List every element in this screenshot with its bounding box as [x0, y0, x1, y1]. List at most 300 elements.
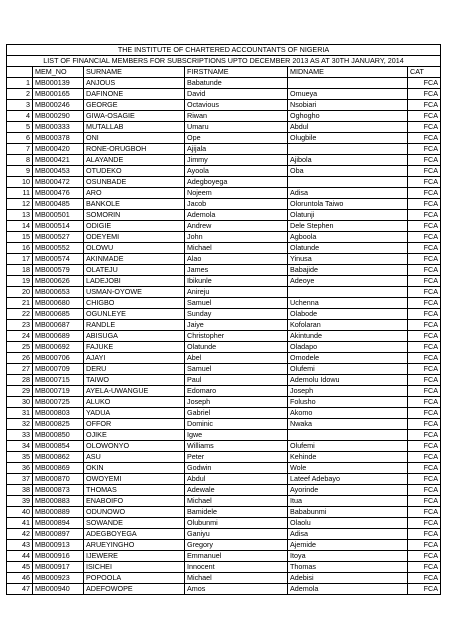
surname-cell: ADEGBOYEGA: [84, 529, 185, 540]
table-row: [7, 243, 441, 254]
surname-cell: OSUNBADE: [84, 177, 185, 188]
surname-cell: TAIWO: [84, 375, 185, 386]
table-row: [7, 166, 441, 177]
member-number-cell: MB000420: [33, 144, 84, 155]
surname-cell: AJAYI: [84, 353, 185, 364]
row-number-cell: 41: [7, 518, 33, 529]
firstname-cell: Andrew: [185, 221, 288, 232]
midname-cell: [288, 430, 408, 441]
category-cell: FCA: [408, 386, 441, 397]
row-number-cell: 8: [7, 155, 33, 166]
member-number-cell: MB000725: [33, 397, 84, 408]
surname-cell: FAJUKE: [84, 342, 185, 353]
member-number-cell: MB000850: [33, 430, 84, 441]
surname-cell: ODEYEMI: [84, 232, 185, 243]
table-row: [7, 342, 441, 353]
midname-cell: Ajemide: [288, 540, 408, 551]
firstname-cell: Samuel: [185, 364, 288, 375]
table-row: [7, 320, 441, 331]
surname-cell: ABISUGA: [84, 331, 185, 342]
firstname-cell: Anireju: [185, 287, 288, 298]
firstname-cell: Jimmy: [185, 155, 288, 166]
surname-cell: ANJOUS: [84, 78, 185, 89]
member-number-cell: MB000453: [33, 166, 84, 177]
row-number-cell: 1: [7, 78, 33, 89]
category-cell: FCA: [408, 232, 441, 243]
category-cell: FCA: [408, 419, 441, 430]
firstname-cell: Joseph: [185, 397, 288, 408]
table-row: [7, 386, 441, 397]
firstname-cell: Sunday: [185, 309, 288, 320]
firstname-cell: Gregory: [185, 540, 288, 551]
firstname-cell: Jaiye: [185, 320, 288, 331]
member-number-cell: MB000940: [33, 584, 84, 595]
table-row: [7, 188, 441, 199]
midname-cell: Olabode: [288, 309, 408, 320]
row-number-cell: 6: [7, 133, 33, 144]
firstname-cell: Williams: [185, 441, 288, 452]
member-number-cell: MB000680: [33, 298, 84, 309]
table-row: [7, 265, 441, 276]
midname-cell: [288, 287, 408, 298]
table-row: [7, 331, 441, 342]
surname-cell: DAFINONE: [84, 89, 185, 100]
midname-cell: Oloruntola Taiwo: [288, 199, 408, 210]
firstname-cell: Bamidele: [185, 507, 288, 518]
member-number-cell: MB000685: [33, 309, 84, 320]
surname-cell: SOMORIN: [84, 210, 185, 221]
firstname-cell: Olatunde: [185, 342, 288, 353]
member-number-cell: MB000897: [33, 529, 84, 540]
midname-cell: Olugbile: [288, 133, 408, 144]
row-number-cell: 7: [7, 144, 33, 155]
surname-cell: ARUEYINGHO: [84, 540, 185, 551]
row-number-cell: 43: [7, 540, 33, 551]
row-number-cell: 16: [7, 243, 33, 254]
row-number-cell: 10: [7, 177, 33, 188]
member-number-cell: MB000689: [33, 331, 84, 342]
row-number-cell: 26: [7, 353, 33, 364]
member-number-cell: MB000709: [33, 364, 84, 375]
table-row: [7, 474, 441, 485]
table-row: [7, 199, 441, 210]
midname-cell: Folusho: [288, 397, 408, 408]
member-number-cell: MB000870: [33, 474, 84, 485]
midname-cell: Olufemi: [288, 441, 408, 452]
category-cell: FCA: [408, 507, 441, 518]
member-number-cell: MB000246: [33, 100, 84, 111]
surname-cell: ODIGIE: [84, 221, 185, 232]
surname-cell: ALAYANDE: [84, 155, 185, 166]
midname-cell: Olaolu: [288, 518, 408, 529]
member-number-cell: MB000803: [33, 408, 84, 419]
firstname-cell: Ibikunle: [185, 276, 288, 287]
category-cell: FCA: [408, 463, 441, 474]
surname-cell: RONE-ORUGBOH: [84, 144, 185, 155]
category-cell: FCA: [408, 100, 441, 111]
firstname-cell: Abel: [185, 353, 288, 364]
row-number-cell: 11: [7, 188, 33, 199]
category-cell: FCA: [408, 155, 441, 166]
midname-cell: Nwaka: [288, 419, 408, 430]
midname-cell: Oghogho: [288, 111, 408, 122]
column-header-mem-no: MEM_NO: [33, 67, 84, 78]
category-cell: FCA: [408, 265, 441, 276]
midname-cell: Abdul: [288, 122, 408, 133]
row-number-cell: 21: [7, 298, 33, 309]
table-row: [7, 133, 441, 144]
member-number-cell: MB000574: [33, 254, 84, 265]
row-number-cell: 25: [7, 342, 33, 353]
table-row: [7, 573, 441, 584]
member-number-cell: MB000476: [33, 188, 84, 199]
table-row: [7, 419, 441, 430]
category-cell: FCA: [408, 353, 441, 364]
member-number-cell: MB000501: [33, 210, 84, 221]
member-number-cell: MB000552: [33, 243, 84, 254]
table-row: [7, 287, 441, 298]
midname-cell: Olatunji: [288, 210, 408, 221]
row-number-cell: 14: [7, 221, 33, 232]
surname-cell: ALUKO: [84, 397, 185, 408]
table-row: [7, 276, 441, 287]
row-number-cell: 2: [7, 89, 33, 100]
surname-cell: BANKOLE: [84, 199, 185, 210]
column-header-surname: SURNAME: [84, 67, 185, 78]
members-table: [6, 44, 441, 595]
category-cell: FCA: [408, 210, 441, 221]
table-row: [7, 78, 441, 89]
firstname-cell: Godwin: [185, 463, 288, 474]
member-number-cell: MB000916: [33, 551, 84, 562]
firstname-cell: Umaru: [185, 122, 288, 133]
firstname-cell: Michael: [185, 573, 288, 584]
firstname-cell: Christopher: [185, 331, 288, 342]
midname-cell: Ademolu Idowu: [288, 375, 408, 386]
member-number-cell: MB000917: [33, 562, 84, 573]
member-number-cell: MB000719: [33, 386, 84, 397]
midname-cell: Ayorinde: [288, 485, 408, 496]
member-number-cell: MB000923: [33, 573, 84, 584]
midname-cell: Wole: [288, 463, 408, 474]
midname-cell: Joseph: [288, 386, 408, 397]
table-row: [7, 353, 441, 364]
members-table-body: [7, 45, 441, 595]
table-row: [7, 254, 441, 265]
member-number-cell: MB000894: [33, 518, 84, 529]
row-number-cell: 28: [7, 375, 33, 386]
category-cell: FCA: [408, 518, 441, 529]
category-cell: FCA: [408, 298, 441, 309]
surname-cell: OWOYEMI: [84, 474, 185, 485]
row-number-cell: 13: [7, 210, 33, 221]
category-cell: FCA: [408, 551, 441, 562]
member-number-cell: MB000139: [33, 78, 84, 89]
table-row: [7, 298, 441, 309]
firstname-cell: Abdul: [185, 474, 288, 485]
firstname-cell: Igwe: [185, 430, 288, 441]
row-number-cell: 23: [7, 320, 33, 331]
table-row: [7, 375, 441, 386]
firstname-cell: Adewale: [185, 485, 288, 496]
midname-cell: Olufemi: [288, 364, 408, 375]
firstname-cell: Dominic: [185, 419, 288, 430]
row-number-cell: 5: [7, 122, 33, 133]
surname-cell: AKINMADE: [84, 254, 185, 265]
firstname-cell: Riwan: [185, 111, 288, 122]
surname-cell: AYELA-UWANGUE: [84, 386, 185, 397]
category-cell: FCA: [408, 133, 441, 144]
midname-cell: Itua: [288, 496, 408, 507]
surname-cell: ISICHEI: [84, 562, 185, 573]
row-number-cell: 22: [7, 309, 33, 320]
member-number-cell: MB000873: [33, 485, 84, 496]
table-row: [7, 177, 441, 188]
category-cell: FCA: [408, 529, 441, 540]
row-number-cell: 32: [7, 419, 33, 430]
document-subtitle: LIST OF FINANCIAL MEMBERS FOR SUBSCRIPTIONS UPTO DECEMBER 2013 AS AT 30TH JANUARY, 2014: [7, 56, 441, 67]
midname-cell: Omueya: [288, 89, 408, 100]
firstname-cell: Olubunmi: [185, 518, 288, 529]
row-number-cell: 12: [7, 199, 33, 210]
category-cell: FCA: [408, 397, 441, 408]
header-row: [7, 67, 441, 78]
midname-cell: Adebisi: [288, 573, 408, 584]
category-cell: FCA: [408, 188, 441, 199]
member-number-cell: MB000715: [33, 375, 84, 386]
row-number-cell: 34: [7, 441, 33, 452]
firstname-cell: John: [185, 232, 288, 243]
member-number-cell: MB000862: [33, 452, 84, 463]
surname-cell: OJIKE: [84, 430, 185, 441]
category-cell: FCA: [408, 287, 441, 298]
midname-cell: Oladapo: [288, 342, 408, 353]
row-number-cell: 33: [7, 430, 33, 441]
member-number-cell: MB000706: [33, 353, 84, 364]
category-cell: FCA: [408, 430, 441, 441]
member-number-cell: MB000889: [33, 507, 84, 518]
surname-cell: ADEFOWOPE: [84, 584, 185, 595]
surname-cell: ARO: [84, 188, 185, 199]
firstname-cell: Ajijala: [185, 144, 288, 155]
firstname-cell: David: [185, 89, 288, 100]
member-number-cell: MB000333: [33, 122, 84, 133]
midname-cell: Uchenna: [288, 298, 408, 309]
row-number-cell: 20: [7, 287, 33, 298]
firstname-cell: Innocent: [185, 562, 288, 573]
firstname-cell: Michael: [185, 243, 288, 254]
midname-cell: Bababunmi: [288, 507, 408, 518]
midname-cell: [288, 177, 408, 188]
category-cell: FCA: [408, 166, 441, 177]
midname-cell: Akintunde: [288, 331, 408, 342]
midname-cell: [288, 144, 408, 155]
category-cell: FCA: [408, 342, 441, 353]
firstname-cell: Samuel: [185, 298, 288, 309]
surname-cell: GIWA-OSAGIE: [84, 111, 185, 122]
table-row: [7, 430, 441, 441]
category-cell: FCA: [408, 562, 441, 573]
firstname-cell: Michael: [185, 496, 288, 507]
table-row: [7, 408, 441, 419]
table-row: [7, 463, 441, 474]
surname-cell: GEORGE: [84, 100, 185, 111]
surname-cell: USMAN-OYOWE: [84, 287, 185, 298]
midname-cell: Yinusa: [288, 254, 408, 265]
category-cell: FCA: [408, 199, 441, 210]
category-cell: FCA: [408, 331, 441, 342]
category-cell: FCA: [408, 320, 441, 331]
table-row: [7, 397, 441, 408]
category-cell: FCA: [408, 441, 441, 452]
category-cell: FCA: [408, 474, 441, 485]
midname-cell: Kofolaran: [288, 320, 408, 331]
midname-cell: Omodele: [288, 353, 408, 364]
member-number-cell: MB000579: [33, 265, 84, 276]
table-row: [7, 496, 441, 507]
table-row: [7, 364, 441, 375]
title-row: [7, 45, 441, 56]
category-cell: FCA: [408, 452, 441, 463]
column-header-midname: MIDNAME: [288, 67, 408, 78]
subtitle-row: [7, 56, 441, 67]
member-number-cell: MB000485: [33, 199, 84, 210]
member-number-cell: MB000165: [33, 89, 84, 100]
table-row: [7, 518, 441, 529]
table-row: [7, 144, 441, 155]
row-number-cell: 35: [7, 452, 33, 463]
table-row: [7, 540, 441, 551]
category-cell: FCA: [408, 78, 441, 89]
category-cell: FCA: [408, 573, 441, 584]
midname-cell: Adeoye: [288, 276, 408, 287]
firstname-cell: James: [185, 265, 288, 276]
table-row: [7, 100, 441, 111]
member-number-cell: MB000825: [33, 419, 84, 430]
surname-cell: THOMAS: [84, 485, 185, 496]
midname-cell: Nsobiari: [288, 100, 408, 111]
firstname-cell: Babatunde: [185, 78, 288, 89]
firstname-cell: Ganiyu: [185, 529, 288, 540]
firstname-cell: Ope: [185, 133, 288, 144]
row-number-cell: 31: [7, 408, 33, 419]
member-number-cell: MB000687: [33, 320, 84, 331]
category-cell: FCA: [408, 364, 441, 375]
member-number-cell: MB000472: [33, 177, 84, 188]
member-number-cell: MB000527: [33, 232, 84, 243]
row-number-cell: 4: [7, 111, 33, 122]
category-cell: FCA: [408, 276, 441, 287]
firstname-cell: Octavious: [185, 100, 288, 111]
firstname-cell: Jacob: [185, 199, 288, 210]
category-cell: FCA: [408, 485, 441, 496]
member-number-cell: MB000378: [33, 133, 84, 144]
category-cell: FCA: [408, 584, 441, 595]
surname-cell: IJEWERE: [84, 551, 185, 562]
midname-cell: Adisa: [288, 529, 408, 540]
category-cell: FCA: [408, 540, 441, 551]
table-row: [7, 111, 441, 122]
surname-cell: CHIGBO: [84, 298, 185, 309]
row-number-cell: 27: [7, 364, 33, 375]
table-row: [7, 551, 441, 562]
row-number-cell: 37: [7, 474, 33, 485]
firstname-cell: Ayoola: [185, 166, 288, 177]
surname-cell: DERU: [84, 364, 185, 375]
surname-cell: YADUA: [84, 408, 185, 419]
table-row: [7, 232, 441, 243]
midname-cell: Ajibola: [288, 155, 408, 166]
firstname-cell: Nojeem: [185, 188, 288, 199]
surname-cell: MUTALLAB: [84, 122, 185, 133]
firstname-cell: Peter: [185, 452, 288, 463]
firstname-cell: Alao: [185, 254, 288, 265]
table-row: [7, 562, 441, 573]
row-number-cell: 3: [7, 100, 33, 111]
row-number-cell: 40: [7, 507, 33, 518]
surname-cell: OKIN: [84, 463, 185, 474]
midname-cell: Olatunde: [288, 243, 408, 254]
midname-cell: Babajide: [288, 265, 408, 276]
table-row: [7, 485, 441, 496]
column-header-firstname: FIRSTNAME: [185, 67, 288, 78]
document-title: THE INSTITUTE OF CHARTERED ACCOUNTANTS OF NIGERIA: [7, 45, 441, 56]
surname-cell: RANDLE: [84, 320, 185, 331]
table-row: [7, 89, 441, 100]
midname-cell: Lateef Adebayo: [288, 474, 408, 485]
category-cell: FCA: [408, 177, 441, 188]
member-number-cell: MB000653: [33, 287, 84, 298]
midname-cell: Oba: [288, 166, 408, 177]
midname-cell: Kehinde: [288, 452, 408, 463]
midname-cell: Akomo: [288, 408, 408, 419]
table-row: [7, 122, 441, 133]
category-cell: FCA: [408, 111, 441, 122]
member-number-cell: MB000883: [33, 496, 84, 507]
category-cell: FCA: [408, 122, 441, 133]
member-number-cell: MB000854: [33, 441, 84, 452]
midname-cell: Ademola: [288, 584, 408, 595]
surname-cell: LADEJOBI: [84, 276, 185, 287]
midname-cell: [288, 78, 408, 89]
surname-cell: OTUDEKO: [84, 166, 185, 177]
midname-cell: Itoya: [288, 551, 408, 562]
table-row: [7, 452, 441, 463]
surname-cell: OLATEJU: [84, 265, 185, 276]
firstname-cell: Ademola: [185, 210, 288, 221]
column-header-cat: CAT: [408, 67, 441, 78]
surname-cell: ODUNOWO: [84, 507, 185, 518]
surname-cell: OGUNLEYE: [84, 309, 185, 320]
row-number-cell: 39: [7, 496, 33, 507]
firstname-cell: Amos: [185, 584, 288, 595]
category-cell: FCA: [408, 144, 441, 155]
surname-cell: ONI: [84, 133, 185, 144]
member-number-cell: MB000869: [33, 463, 84, 474]
firstname-cell: Emmanuel: [185, 551, 288, 562]
member-number-cell: MB000290: [33, 111, 84, 122]
row-number-cell: 36: [7, 463, 33, 474]
surname-cell: OLOWONYO: [84, 441, 185, 452]
row-number-cell: 24: [7, 331, 33, 342]
category-cell: FCA: [408, 89, 441, 100]
midname-cell: Agboola: [288, 232, 408, 243]
category-cell: FCA: [408, 243, 441, 254]
category-cell: FCA: [408, 408, 441, 419]
midname-cell: Dele Stephen: [288, 221, 408, 232]
surname-cell: OFFOR: [84, 419, 185, 430]
member-number-cell: MB000626: [33, 276, 84, 287]
